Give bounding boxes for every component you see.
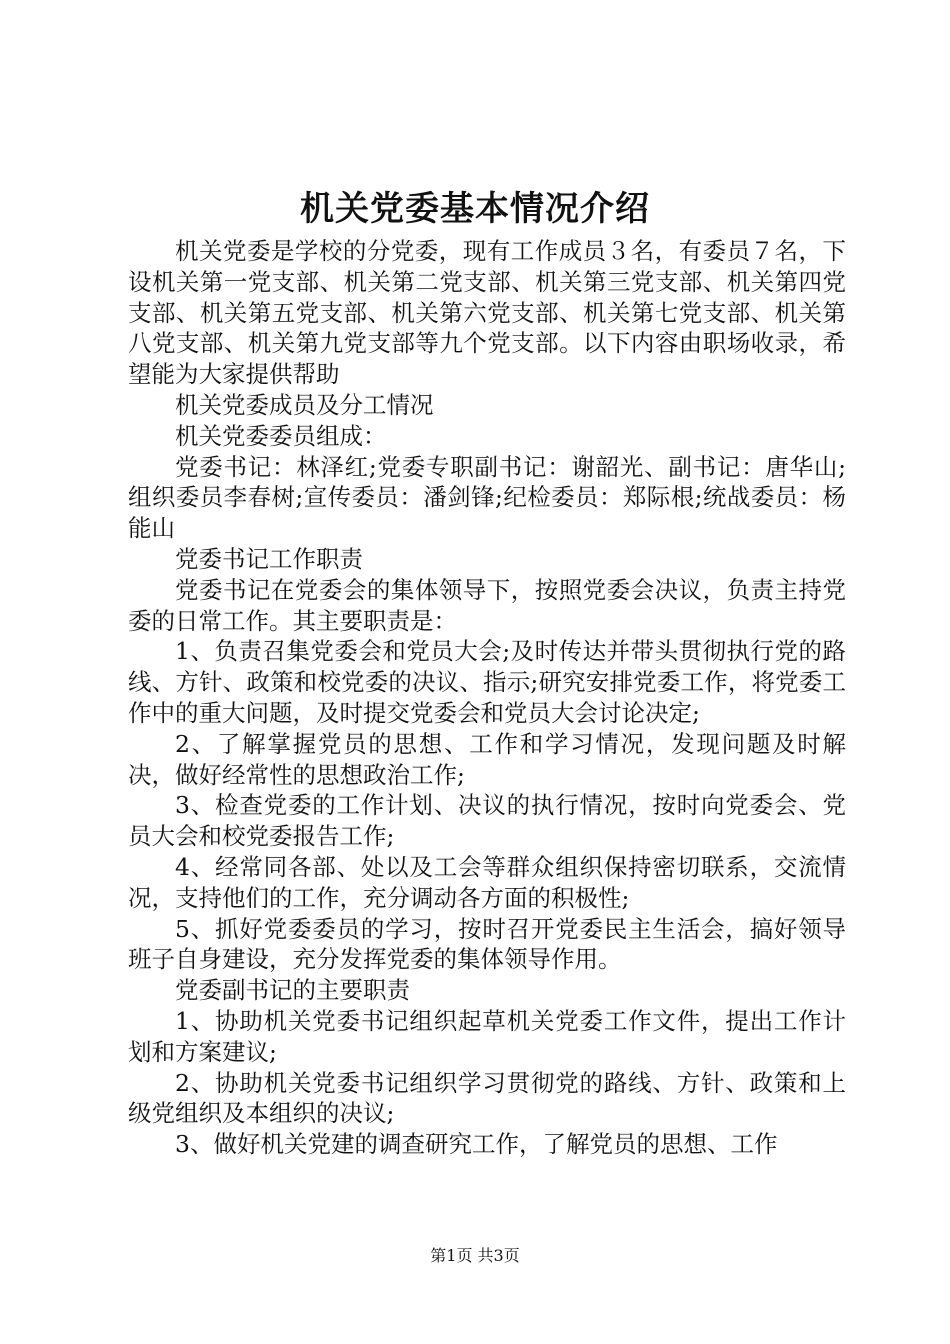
document-body [128, 236, 846, 1160]
paragraph-committee-list: 党委书记：林泽红;党委专职副书记：谢韶光、副书记：唐华山;组织委员李春树;宣传委员：潘剑锋;纪检委员：郑际根;统战委员：杨能山 [128, 452, 846, 543]
paragraph-deputy-duty-2: 2、协助机关党委书记组织学习贯彻党的路线、方针、政策和上级党组织及本组织的决议; [128, 1068, 846, 1128]
paragraph-intro: 机关党委是学校的分党委，现有工作成员３名，有委员７名，下设机关第一党支部、机关第二党支部、机关第三党支部、机关第四党支部、机关第五党支部、机关第六党支部、机关第七党支部、机关第八党支部、机关第九党支部等九个党支部。以下内容由职场收录，希望能为大家提供帮助 [128, 237, 846, 389]
paragraph-deputy-heading: 党委副书记的主要职责 [175, 976, 410, 1005]
paragraph-members-heading: 机关党委成员及分工情况 [175, 390, 434, 419]
page-footer: 第1页 共3页 [430, 1246, 520, 1265]
paragraph-deputy-duty-1: 1、协助机关党委书记组织起草机关党委工作文件，提出工作计划和方案建议; [128, 1006, 846, 1066]
paragraph-duty-2: 2、了解掌握党员的思想、工作和学习情况，发现问题及时解决，做好经常性的思想政治工作; [128, 729, 846, 789]
paragraph-duty-3: 3、检查党委的工作计划、决议的执行情况，按时向党委会、党员大会和校党委报告工作; [128, 791, 846, 851]
paragraph-duty-4: 4、经常同各部、处以及工会等群众组织保持密切联系，交流情况，支持他们的工作，充分调动各方面的积极性; [128, 852, 846, 912]
paragraph-secretary-intro: 党委书记在党委会的集体领导下，按照党委会决议，负责主持党委的日常工作。其主要职责是： [128, 575, 846, 635]
paragraph-deputy-duty-3: 3、做好机关党建的调查研究工作，了解党员的思想、工作 [175, 1130, 778, 1159]
document-title: 机关党委基本情况介绍 [300, 189, 650, 229]
paragraph-duty-1: 1、负责召集党委会和党员大会;及时传达并带头贯彻执行党的路线、方针、政策和校党委的决议、指示;研究安排党委工作，将党委工作中的重大问题，及时提交党委会和党员大会讨论决定; [128, 637, 846, 727]
paragraph-duty-5: 5、抓好党委委员的学习，按时召开党委民主生活会，搞好领导班子自身建设，充分发挥党委的集体领导作用。 [128, 914, 846, 974]
paragraph-committee-heading: 机关党委委员组成： [175, 421, 387, 450]
paragraph-secretary-heading: 党委书记工作职责 [175, 544, 363, 573]
